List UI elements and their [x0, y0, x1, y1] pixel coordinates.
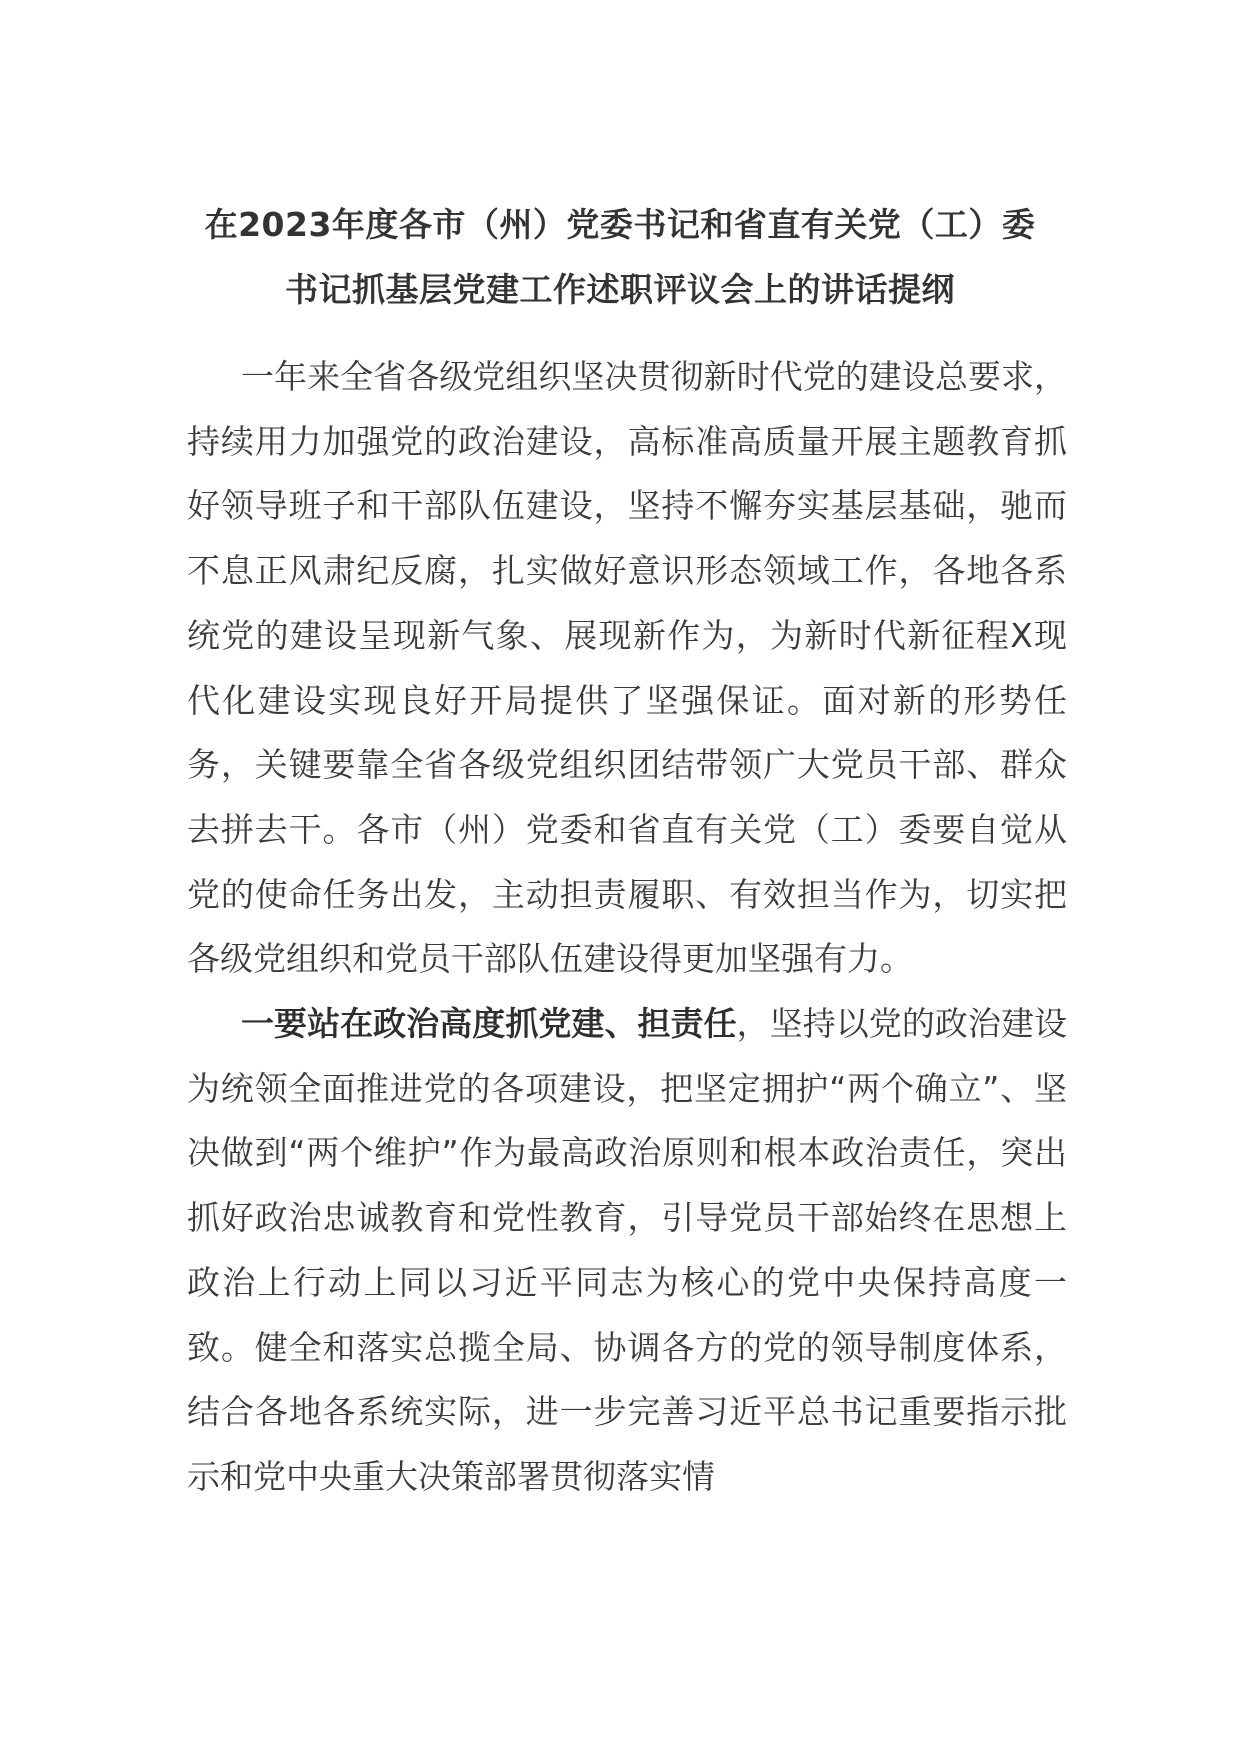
paragraph-2: [187, 992, 1067, 1510]
paragraph-2-text: ，坚持以党的政治建设为统领全面推进党的各项建设，把坚定拥护“两个确立”、坚决做到“两个维护”作为最高政治原则和根本政治责任，突出抓好政治忠诚教育和党性教育，引导党员干部始终在思想上政治上行动上同以习近平同志为核心的党中央保持高度一致。健全和落实总揽全局、协调各方的党的领导制度体系，结合各地各系统实际，进一步完善习近平总书记重要指示批示和党中央重大决策部署贯彻落实情: [187, 1004, 1068, 1496]
document-body: [187, 345, 1067, 1510]
document-title-line-2: 书记抓基层党建工作述职评议会上的讲话提纲: [285, 270, 955, 309]
paragraph-1-text: 一年来全省各级党组织坚决贯彻新时代党的建设总要求，持续用力加强党的政治建设，高标准高质量开展主题教育抓好领导班子和干部队伍建设，坚持不懈夯实基层基础，驰而不息正风肃纪反腐，扎实做好意识形态领域工作，各地各系统党的建设呈现新气象、展现新作为，为新时代新征程X现代化建设实现良好开局提供了坚强保证。面对新的形势任务，关键要靠全省各级党组织团结带领广大党员干部、群众去拼去干。各市（州）党委和省直有关党（工）委要自觉从党的使命任务出发，主动担责履职、有效担当作为，切实把各级党组织和党员干部队伍建设得更加坚强有力。: [187, 357, 1067, 979]
paragraph-1: [187, 345, 1067, 992]
document-title-line-1: 在2023年度各市（州）党委书记和省直有关党（工）委: [204, 205, 1036, 244]
paragraph-2-lead: 一要站在政治高度抓党建、担责任: [241, 1004, 737, 1044]
